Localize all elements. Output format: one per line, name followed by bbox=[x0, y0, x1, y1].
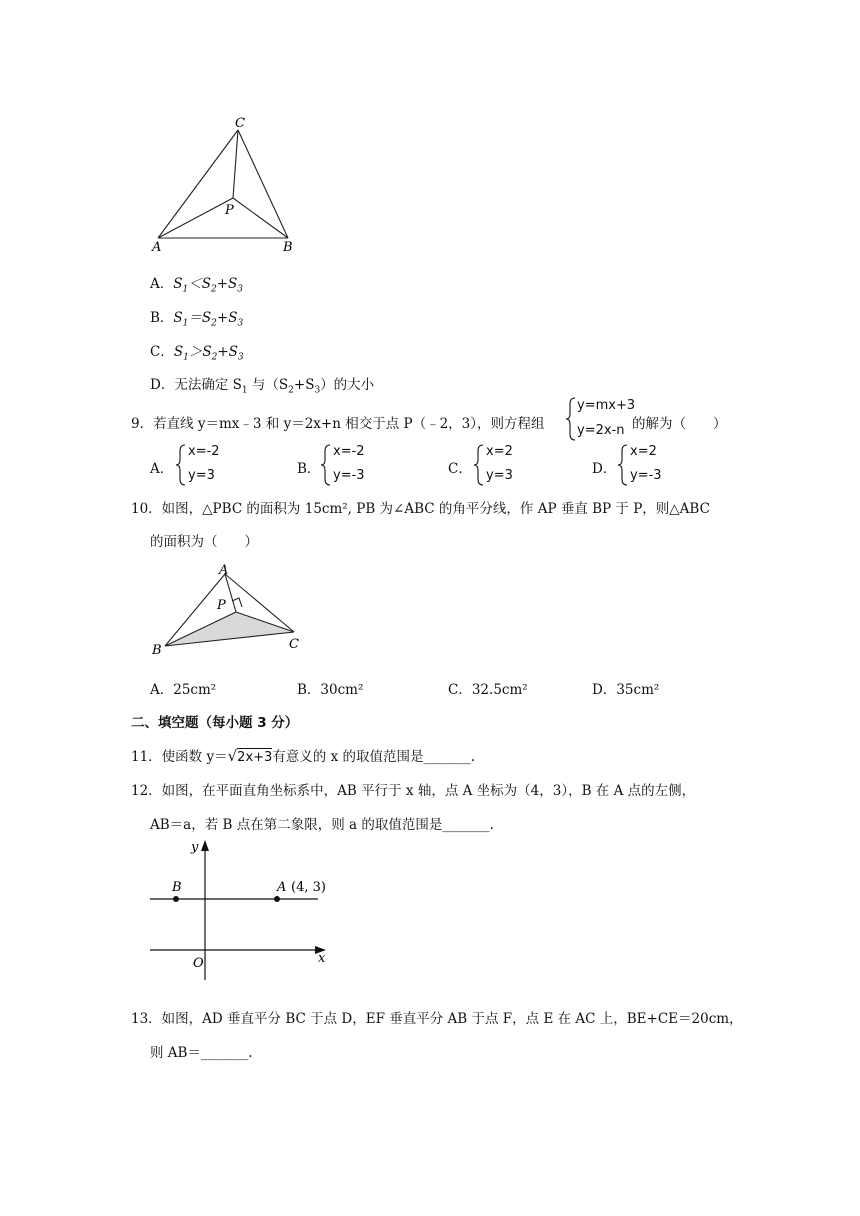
label-a: A bbox=[219, 563, 229, 578]
q8-option-a bbox=[150, 272, 243, 295]
q10-option-a-text: 25cm² bbox=[173, 682, 217, 698]
q8-option-d-letter: D． bbox=[150, 377, 175, 393]
q9-stem-a: 9．若直线 y＝mx﹣3 和 y＝2x+n 相交于点 P（﹣2，3），则方程组 bbox=[131, 416, 545, 432]
q13-line-1: 13．如图，AD 垂直平分 BC 于点 D，EF 垂直平分 AB 于点 F，点 E 在 AC 上，BE+CE＝20cm， bbox=[131, 1011, 743, 1027]
point-a-coord: (4, 3) bbox=[291, 880, 326, 895]
axis-label-y: y bbox=[191, 840, 199, 855]
label-c: C bbox=[235, 116, 245, 131]
q9-option-a-line-2: y=3 bbox=[188, 468, 215, 483]
q8-option-b bbox=[150, 306, 243, 329]
q10-line-1: 10．如图，△PBC 的面积为 15cm², PB 为∠ABC 的角平分线，作 AP 垂直 BP 于 P，则△ABC bbox=[131, 501, 710, 517]
label-b: B bbox=[152, 643, 162, 658]
q9-option-c-line-2: y=3 bbox=[486, 468, 513, 483]
point-a-label: A bbox=[277, 880, 287, 895]
label-p: P bbox=[217, 598, 226, 613]
q10-option-b bbox=[297, 678, 363, 698]
label-p: P bbox=[225, 203, 234, 218]
q9-option-b-letter: B． bbox=[297, 461, 321, 477]
q10-option-d-letter: D． bbox=[592, 682, 617, 698]
q10-option-a-letter: A． bbox=[150, 682, 174, 698]
q9-option-d-line-2: y=-3 bbox=[630, 468, 662, 483]
q9-option-a-brace bbox=[175, 443, 187, 487]
q9-option-d-letter: D． bbox=[592, 461, 617, 477]
q12-line-1: 12．如图，在平面直角坐标系中，AB 平行于 x 轴，点 A 坐标为（4，3），B 在 A 点的左侧， bbox=[131, 783, 696, 799]
q9-option-c-letter: C． bbox=[448, 461, 472, 477]
q8-option-b-text: $S_1=S_2+S_3$ bbox=[173, 310, 244, 329]
q8-option-c-text: $S_1>S_2+S_3$ bbox=[173, 344, 244, 363]
q10-option-c bbox=[448, 678, 528, 698]
q9-stem-b: 的解为（ ） bbox=[632, 416, 727, 432]
q9-option-b-line-1: x=-2 bbox=[333, 444, 365, 459]
q8-option-b-letter: B． bbox=[150, 310, 174, 326]
q9-option-c-brace bbox=[473, 443, 485, 487]
q11-radicand: 2x+3 bbox=[237, 750, 273, 765]
q9-stem bbox=[131, 412, 545, 432]
q13-line-2: 则 AB＝_______. bbox=[150, 1045, 253, 1061]
q10-option-d-text: 35cm² bbox=[616, 682, 660, 698]
q10-line-2: 的面积为（ ） bbox=[150, 534, 258, 550]
point-b-label: B bbox=[172, 880, 182, 895]
q10-option-b-text: 30cm² bbox=[320, 682, 364, 698]
q8-option-a-letter: A． bbox=[150, 276, 174, 292]
triangle-abc-bisector-figure bbox=[145, 562, 315, 662]
q10-option-d bbox=[592, 678, 659, 698]
q10-option-c-letter: C． bbox=[448, 682, 472, 698]
q8-option-d-text: 无法确定 $S_1$ 与$(S_2+S_3)$的大小 bbox=[174, 377, 375, 396]
q11-text-b: 有意义的 x 的取值范围是_______. bbox=[272, 749, 476, 765]
q9-option-b-line-2: y=-3 bbox=[333, 468, 365, 483]
q12-line-2: AB＝a，若 B 点在第二象限，则 a 的取值范围是_______. bbox=[150, 817, 494, 833]
q8-option-a-text: $S_1<S_2+S_3$ bbox=[173, 276, 244, 295]
q9-system-line-2: y=2x-n bbox=[577, 423, 625, 438]
axis-label-x: x bbox=[318, 951, 326, 966]
q10-option-b-letter: B． bbox=[297, 682, 321, 698]
q9-option-a-letter: A． bbox=[150, 461, 174, 477]
q9-option-c-line-1: x=2 bbox=[486, 444, 513, 459]
label-b: B bbox=[283, 240, 293, 255]
q9-system-brace bbox=[565, 396, 577, 442]
q8-option-c-letter: C． bbox=[150, 344, 174, 360]
label-a: A bbox=[152, 240, 162, 255]
q11-text-a: 11．使函数 y＝ bbox=[131, 749, 228, 765]
q9-option-b-brace bbox=[320, 443, 332, 487]
label-c: C bbox=[289, 637, 299, 652]
q9-option-a-line-1: x=-2 bbox=[188, 444, 220, 459]
q11 bbox=[131, 745, 475, 765]
q9-option-d-line-1: x=2 bbox=[630, 444, 657, 459]
q10-option-a bbox=[150, 678, 216, 698]
coordinate-plane-figure bbox=[140, 835, 340, 985]
q8-option-d bbox=[150, 373, 374, 396]
section-heading-fill-in: 二、填空题（每小题 3 分） bbox=[131, 715, 299, 731]
sqrt-symbol: √ bbox=[227, 747, 238, 765]
q10-option-c-text: 32.5cm² bbox=[471, 682, 528, 698]
q8-option-c bbox=[150, 340, 244, 363]
q9-option-d-brace bbox=[617, 443, 629, 487]
origin-label: O bbox=[193, 956, 204, 971]
triangle-pabc-figure bbox=[140, 110, 310, 255]
q9-system-line-1: y=mx+3 bbox=[577, 398, 636, 413]
